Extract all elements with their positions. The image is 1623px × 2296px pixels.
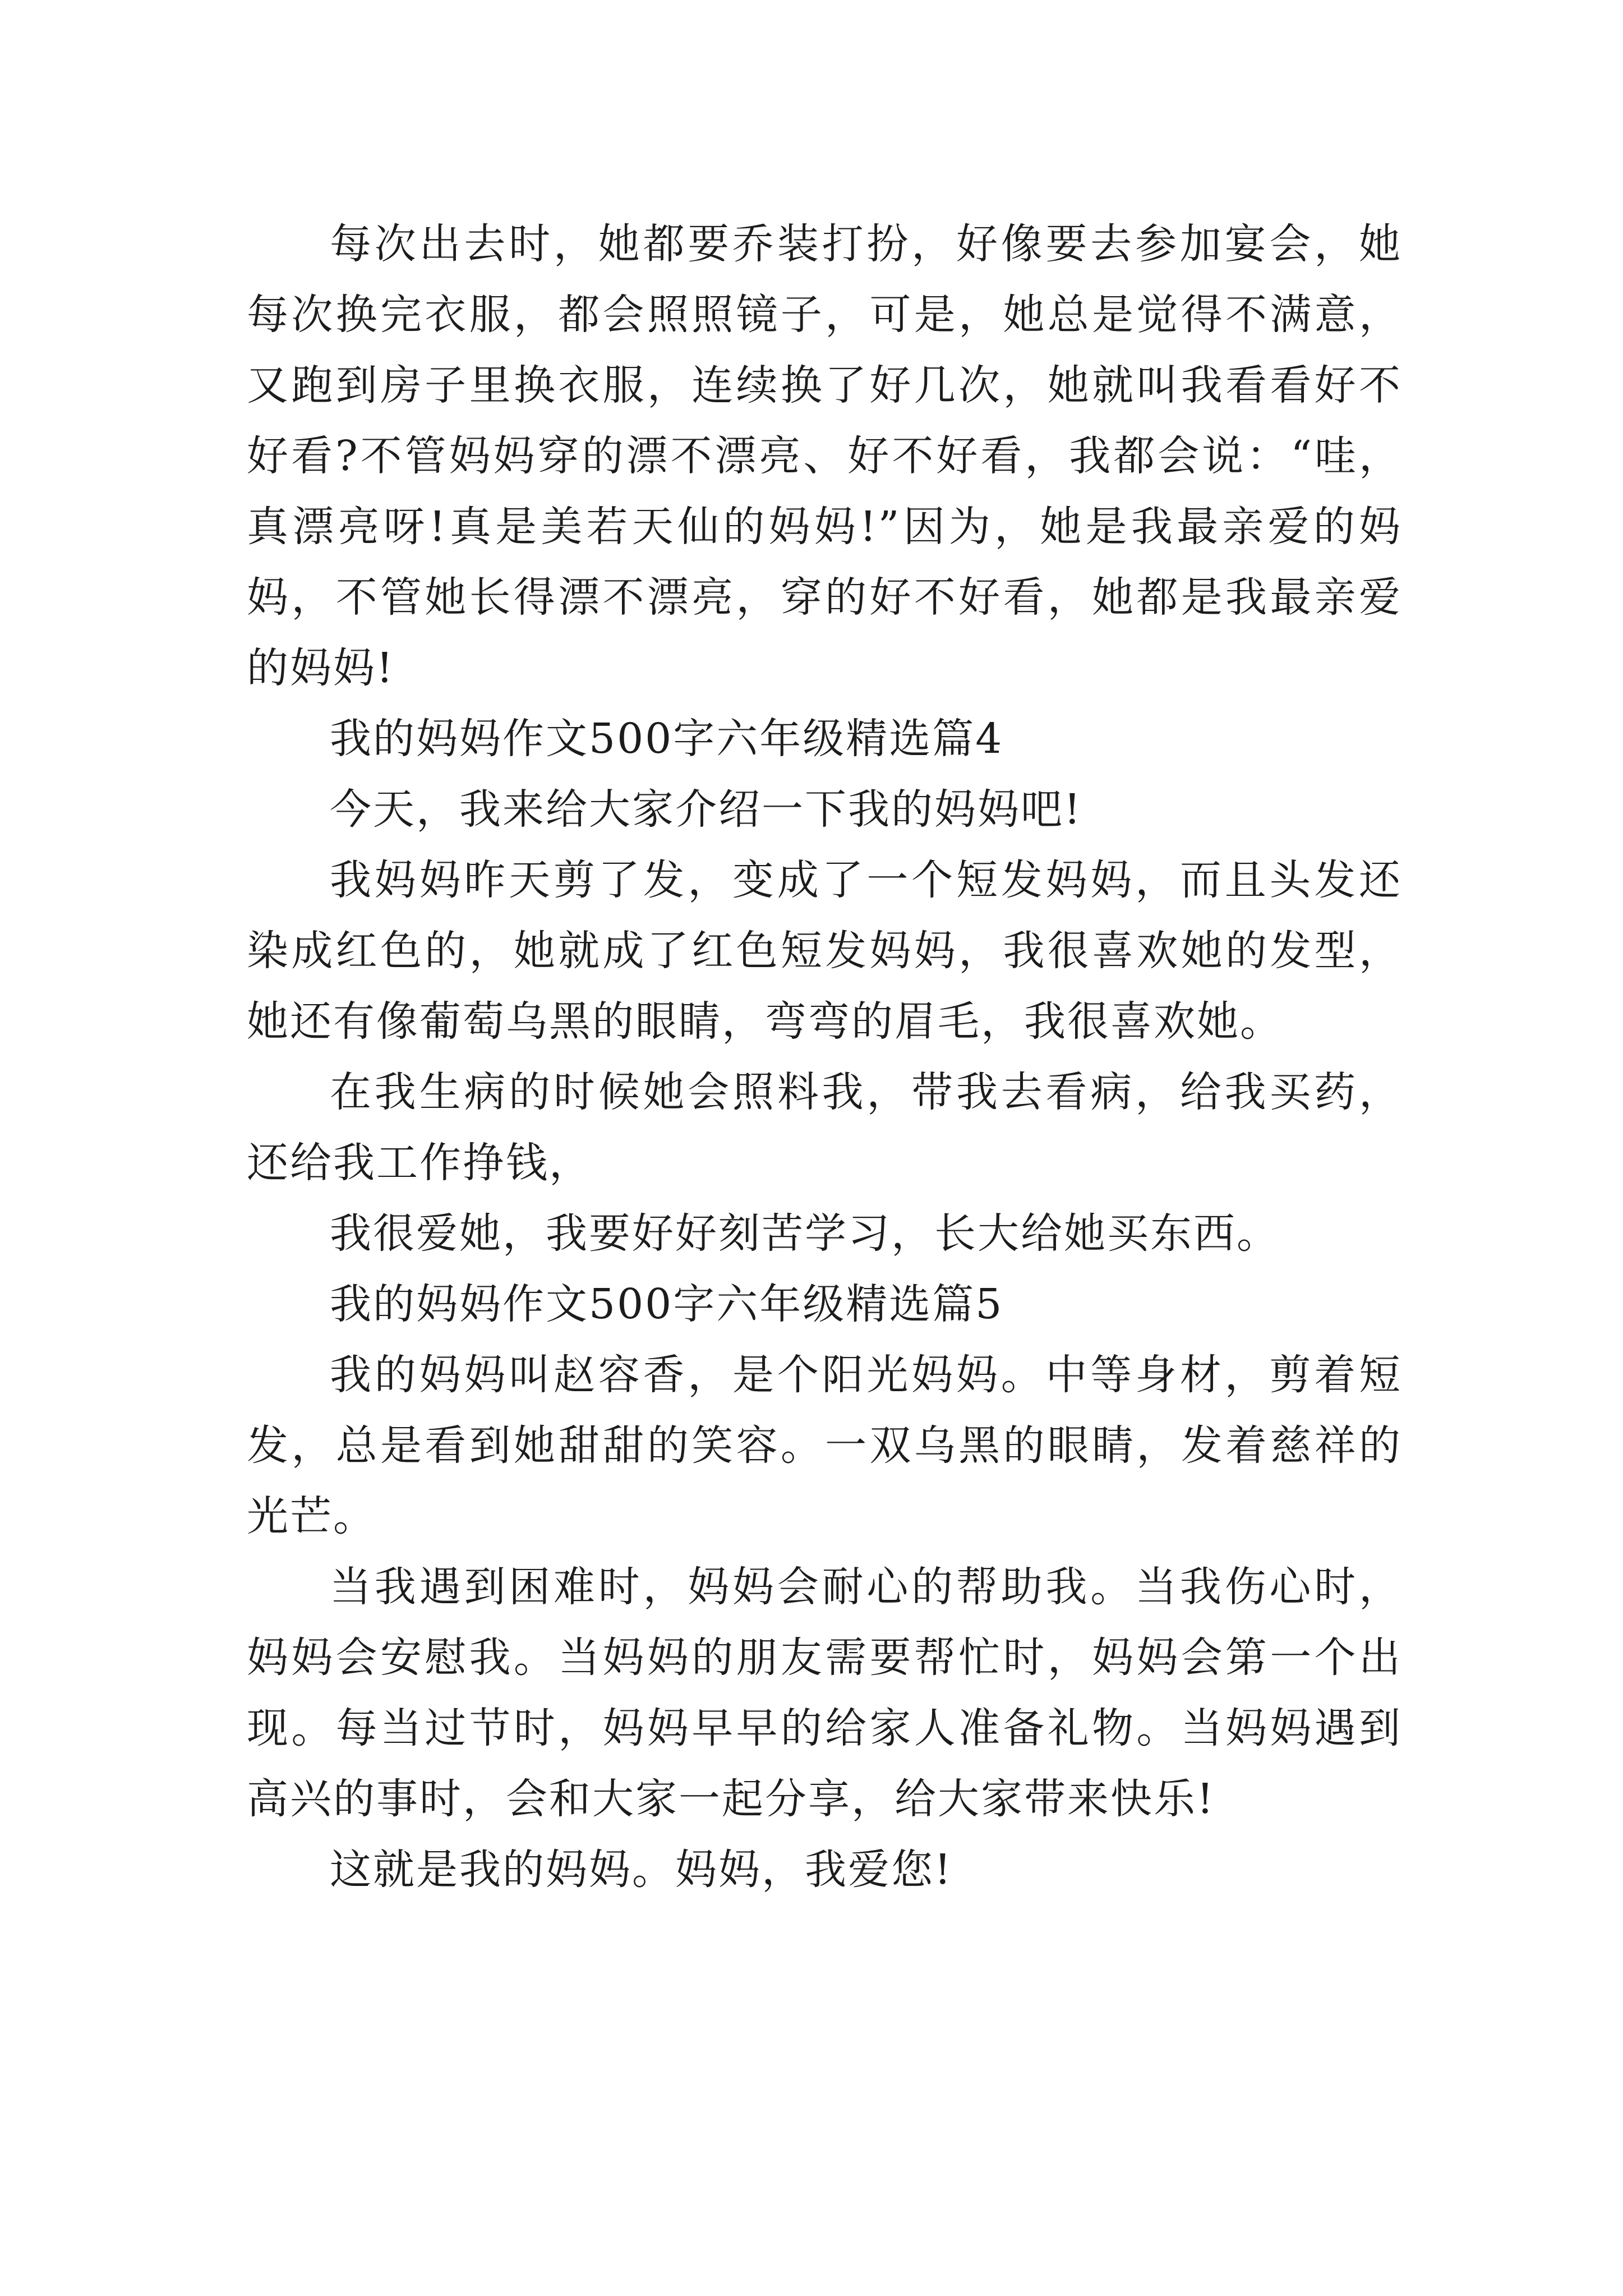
- paragraph-helping: 当我遇到困难时，妈妈会耐心的帮助我。当我伤心时，妈妈会安慰我。当妈妈的朋友需要帮忙时，妈妈会第一个出现。每当过节时，妈妈早早的给家人准备礼物。当妈妈遇到高兴的事时，会和大家一起分享，给大家带来快乐!: [247, 1563, 1402, 1823]
- section-heading-5: 我的妈妈作文500字六年级精选篇5: [330, 1280, 1004, 1328]
- document-body: [247, 209, 1402, 1905]
- paragraph-caring: 在我生病的时候她会照料我，带我去看病，给我买药，还给我工作挣钱，: [247, 1068, 1402, 1187]
- section-heading-4: 我的妈妈作文500字六年级精选篇4: [330, 715, 1004, 763]
- paragraph-dressing-up: 每次出去时，她都要乔装打扮，好像要去参加宴会，她每次换完衣服，都会照照镜子，可是，她总是觉得不满意，又跑到房子里换衣服，连续换了好几次，她就叫我看看好不好看?不管妈妈穿的漂不漂亮、好不好看，我都会说：“哇，真漂亮呀!真是美若天仙的妈妈!”因为，她是我最亲爱的妈妈，不管她长得漂不漂亮，穿的好不好看，她都是我最亲爱的妈妈!: [247, 220, 1402, 692]
- paragraph-closing: 这就是我的妈妈。妈妈，我爱您!: [330, 1846, 953, 1894]
- paragraph-love-her: 我很爱她，我要好好刻苦学习，长大给她买东西。: [330, 1209, 1280, 1258]
- paragraph-short-hair: 我妈妈昨天剪了发，变成了一个短发妈妈，而且头发还染成红色的，她就成了红色短发妈妈，我很喜欢她的发型，她还有像葡萄乌黑的眼睛，弯弯的眉毛，我很喜欢她。: [247, 856, 1402, 1046]
- paragraph-introduction: 今天，我来给大家介绍一下我的妈妈吧!: [330, 785, 1082, 834]
- paragraph-sunny-mother: 我的妈妈叫赵容香，是个阳光妈妈。中等身材，剪着短发，总是看到她甜甜的笑容。一双乌黑的眼睛，发着慈祥的光芒。: [247, 1351, 1402, 1540]
